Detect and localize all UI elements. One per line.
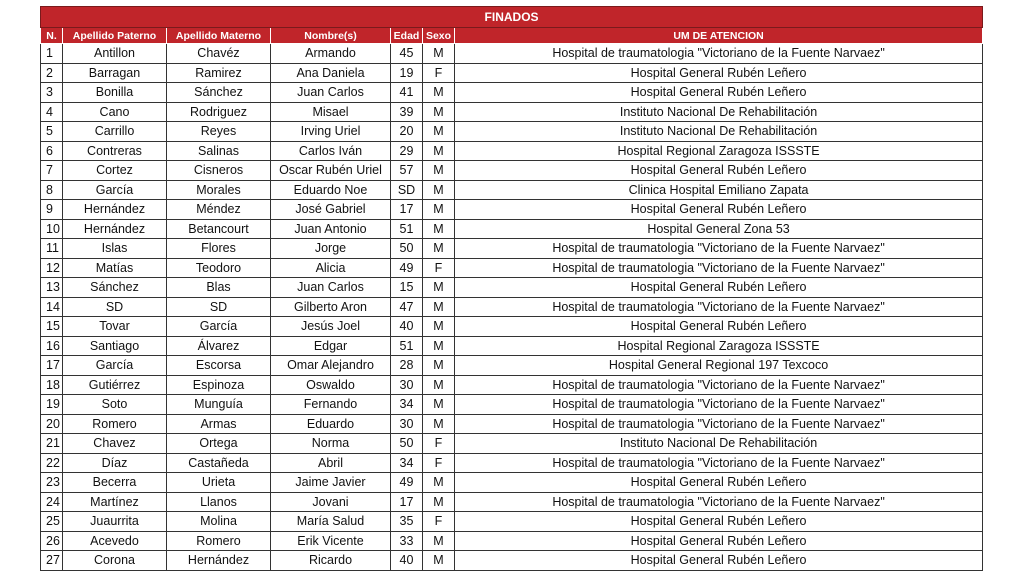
cell-nombres: Eduardo Noe xyxy=(271,180,391,200)
cell-number: 6 xyxy=(41,141,63,161)
cell-apellido-paterno: Tovar xyxy=(63,317,167,337)
cell-nombres: Abril xyxy=(271,453,391,473)
table-row xyxy=(41,44,983,64)
title-row xyxy=(41,7,983,28)
cell-sexo: M xyxy=(423,83,455,103)
col-header-nombres: Nombre(s) xyxy=(271,28,391,44)
cell-number: 2 xyxy=(41,63,63,83)
cell-um-atencion: Hospital de traumatologia "Victoriano de la Fuente Narvaez" xyxy=(455,375,983,395)
table-row xyxy=(41,63,983,83)
cell-apellido-materno: García xyxy=(167,317,271,337)
cell-apellido-materno: Reyes xyxy=(167,122,271,142)
cell-apellido-paterno: Bonilla xyxy=(63,83,167,103)
cell-nombres: Ana Daniela xyxy=(271,63,391,83)
table-row xyxy=(41,297,983,317)
cell-nombres: Eduardo xyxy=(271,414,391,434)
table-row xyxy=(41,375,983,395)
cell-number: 20 xyxy=(41,414,63,434)
cell-edad: 39 xyxy=(391,102,423,122)
cell-number: 26 xyxy=(41,531,63,551)
table-row xyxy=(41,531,983,551)
cell-um-atencion: Hospital de traumatologia "Victoriano de la Fuente Narvaez" xyxy=(455,297,983,317)
finados-sheet xyxy=(40,6,982,571)
cell-number: 17 xyxy=(41,356,63,376)
cell-number: 5 xyxy=(41,122,63,142)
cell-apellido-paterno: Cano xyxy=(63,102,167,122)
cell-um-atencion: Instituto Nacional De Rehabilitación xyxy=(455,102,983,122)
cell-sexo: F xyxy=(423,512,455,532)
cell-sexo: M xyxy=(423,297,455,317)
cell-um-atencion: Hospital General Rubén Leñero xyxy=(455,317,983,337)
cell-edad: 30 xyxy=(391,414,423,434)
cell-sexo: M xyxy=(423,356,455,376)
cell-apellido-materno: Urieta xyxy=(167,473,271,493)
col-header-number: N. xyxy=(41,28,63,44)
cell-number: 4 xyxy=(41,102,63,122)
cell-apellido-materno: Munguía xyxy=(167,395,271,415)
cell-number: 22 xyxy=(41,453,63,473)
cell-apellido-materno: Castañeda xyxy=(167,453,271,473)
cell-um-atencion: Clinica Hospital Emiliano Zapata xyxy=(455,180,983,200)
col-header-sexo: Sexo xyxy=(423,28,455,44)
cell-um-atencion: Hospital General Rubén Leñero xyxy=(455,200,983,220)
cell-sexo: M xyxy=(423,551,455,571)
cell-sexo: M xyxy=(423,141,455,161)
cell-edad: 57 xyxy=(391,161,423,181)
table-row xyxy=(41,317,983,337)
cell-sexo: M xyxy=(423,531,455,551)
cell-sexo: M xyxy=(423,278,455,298)
cell-apellido-paterno: Becerra xyxy=(63,473,167,493)
table-row xyxy=(41,336,983,356)
cell-apellido-paterno: Gutiérrez xyxy=(63,375,167,395)
cell-apellido-paterno: Santiago xyxy=(63,336,167,356)
table-row xyxy=(41,473,983,493)
cell-number: 12 xyxy=(41,258,63,278)
cell-nombres: Juan Antonio xyxy=(271,219,391,239)
cell-apellido-materno: Romero xyxy=(167,531,271,551)
cell-apellido-paterno: García xyxy=(63,356,167,376)
cell-number: 23 xyxy=(41,473,63,493)
cell-apellido-paterno: Hernández xyxy=(63,200,167,220)
cell-nombres: Jaime Javier xyxy=(271,473,391,493)
cell-nombres: María Salud xyxy=(271,512,391,532)
table-body xyxy=(41,44,983,571)
cell-nombres: Misael xyxy=(271,102,391,122)
cell-number: 14 xyxy=(41,297,63,317)
table-row xyxy=(41,161,983,181)
cell-number: 7 xyxy=(41,161,63,181)
cell-sexo: M xyxy=(423,336,455,356)
cell-apellido-materno: Sánchez xyxy=(167,83,271,103)
cell-number: 24 xyxy=(41,492,63,512)
cell-nombres: Alicia xyxy=(271,258,391,278)
cell-um-atencion: Hospital General Rubén Leñero xyxy=(455,83,983,103)
cell-apellido-paterno: Martínez xyxy=(63,492,167,512)
cell-apellido-paterno: Chavez xyxy=(63,434,167,454)
cell-um-atencion: Hospital de traumatologia "Victoriano de la Fuente Narvaez" xyxy=(455,239,983,259)
cell-number: 25 xyxy=(41,512,63,532)
cell-um-atencion: Hospital General Rubén Leñero xyxy=(455,512,983,532)
cell-number: 10 xyxy=(41,219,63,239)
cell-apellido-materno: Álvarez xyxy=(167,336,271,356)
col-header-apellido-materno: Apellido Materno xyxy=(167,28,271,44)
cell-edad: 33 xyxy=(391,531,423,551)
cell-um-atencion: Hospital General Rubén Leñero xyxy=(455,531,983,551)
cell-nombres: Oswaldo xyxy=(271,375,391,395)
cell-apellido-materno: Escorsa xyxy=(167,356,271,376)
cell-edad: 17 xyxy=(391,200,423,220)
cell-um-atencion: Hospital de traumatologia "Victoriano de la Fuente Narvaez" xyxy=(455,258,983,278)
cell-number: 11 xyxy=(41,239,63,259)
cell-nombres: Oscar Rubén Uriel xyxy=(271,161,391,181)
table-title: FINADOS xyxy=(41,7,983,28)
cell-sexo: M xyxy=(423,180,455,200)
cell-nombres: Omar Alejandro xyxy=(271,356,391,376)
table-row xyxy=(41,83,983,103)
cell-edad: 49 xyxy=(391,258,423,278)
cell-um-atencion: Hospital General Rubén Leñero xyxy=(455,473,983,493)
cell-nombres: José Gabriel xyxy=(271,200,391,220)
cell-sexo: M xyxy=(423,414,455,434)
cell-apellido-paterno: Corona xyxy=(63,551,167,571)
cell-edad: 40 xyxy=(391,551,423,571)
cell-edad: 45 xyxy=(391,44,423,64)
col-header-edad: Edad xyxy=(391,28,423,44)
cell-nombres: Ricardo xyxy=(271,551,391,571)
cell-number: 27 xyxy=(41,551,63,571)
cell-nombres: Juan Carlos xyxy=(271,83,391,103)
cell-um-atencion: Hospital General Rubén Leñero xyxy=(455,278,983,298)
cell-apellido-materno: Flores xyxy=(167,239,271,259)
cell-apellido-materno: Espinoza xyxy=(167,375,271,395)
cell-number: 18 xyxy=(41,375,63,395)
cell-sexo: M xyxy=(423,492,455,512)
cell-number: 19 xyxy=(41,395,63,415)
cell-apellido-materno: Méndez xyxy=(167,200,271,220)
table-row xyxy=(41,551,983,571)
cell-sexo: M xyxy=(423,102,455,122)
table-row xyxy=(41,141,983,161)
cell-apellido-paterno: Islas xyxy=(63,239,167,259)
cell-apellido-paterno: Romero xyxy=(63,414,167,434)
cell-sexo: M xyxy=(423,317,455,337)
cell-apellido-materno: Molina xyxy=(167,512,271,532)
cell-nombres: Jovani xyxy=(271,492,391,512)
cell-number: 9 xyxy=(41,200,63,220)
cell-sexo: M xyxy=(423,239,455,259)
cell-um-atencion: Hospital General Rubén Leñero xyxy=(455,63,983,83)
table-row xyxy=(41,453,983,473)
cell-edad: 30 xyxy=(391,375,423,395)
table-row xyxy=(41,122,983,142)
cell-apellido-paterno: SD xyxy=(63,297,167,317)
cell-apellido-materno: Armas xyxy=(167,414,271,434)
cell-edad: 40 xyxy=(391,317,423,337)
header-row xyxy=(41,28,983,44)
cell-apellido-materno: Blas xyxy=(167,278,271,298)
cell-edad: 34 xyxy=(391,395,423,415)
cell-apellido-paterno: Matías xyxy=(63,258,167,278)
cell-nombres: Irving Uriel xyxy=(271,122,391,142)
cell-edad: 20 xyxy=(391,122,423,142)
cell-apellido-materno: Rodriguez xyxy=(167,102,271,122)
cell-um-atencion: Hospital General Regional 197 Texcoco xyxy=(455,356,983,376)
cell-edad: 47 xyxy=(391,297,423,317)
cell-apellido-paterno: Barragan xyxy=(63,63,167,83)
table-row xyxy=(41,414,983,434)
cell-um-atencion: Hospital Regional Zaragoza ISSSTE xyxy=(455,336,983,356)
cell-um-atencion: Hospital General Zona 53 xyxy=(455,219,983,239)
cell-apellido-paterno: Díaz xyxy=(63,453,167,473)
cell-nombres: Jorge xyxy=(271,239,391,259)
cell-nombres: Gilberto Aron xyxy=(271,297,391,317)
cell-um-atencion: Hospital Regional Zaragoza ISSSTE xyxy=(455,141,983,161)
cell-nombres: Fernando xyxy=(271,395,391,415)
cell-edad: 41 xyxy=(391,83,423,103)
cell-edad: 50 xyxy=(391,434,423,454)
cell-apellido-materno: Chavéz xyxy=(167,44,271,64)
table-row xyxy=(41,219,983,239)
cell-apellido-paterno: Cortez xyxy=(63,161,167,181)
cell-edad: 15 xyxy=(391,278,423,298)
cell-apellido-materno: Salinas xyxy=(167,141,271,161)
cell-nombres: Juan Carlos xyxy=(271,278,391,298)
cell-sexo: M xyxy=(423,375,455,395)
cell-nombres: Armando xyxy=(271,44,391,64)
cell-apellido-materno: Teodoro xyxy=(167,258,271,278)
cell-um-atencion: Hospital de traumatologia "Victoriano de la Fuente Narvaez" xyxy=(455,492,983,512)
table-row xyxy=(41,434,983,454)
cell-sexo: F xyxy=(423,258,455,278)
cell-nombres: Erik Vicente xyxy=(271,531,391,551)
cell-apellido-materno: Morales xyxy=(167,180,271,200)
table-row xyxy=(41,102,983,122)
cell-sexo: F xyxy=(423,434,455,454)
cell-edad: 51 xyxy=(391,336,423,356)
cell-apellido-materno: Hernández xyxy=(167,551,271,571)
table-row xyxy=(41,492,983,512)
cell-apellido-paterno: Sánchez xyxy=(63,278,167,298)
table-row xyxy=(41,395,983,415)
cell-edad: 17 xyxy=(391,492,423,512)
cell-edad: 51 xyxy=(391,219,423,239)
col-header-apellido-paterno: Apellido Paterno xyxy=(63,28,167,44)
table-row xyxy=(41,200,983,220)
cell-um-atencion: Hospital de traumatologia "Victoriano de la Fuente Narvaez" xyxy=(455,414,983,434)
cell-nombres: Carlos Iván xyxy=(271,141,391,161)
cell-number: 3 xyxy=(41,83,63,103)
cell-apellido-materno: SD xyxy=(167,297,271,317)
table-row xyxy=(41,239,983,259)
cell-sexo: M xyxy=(423,122,455,142)
cell-nombres: Jesús Joel xyxy=(271,317,391,337)
cell-um-atencion: Hospital de traumatologia "Victoriano de la Fuente Narvaez" xyxy=(455,44,983,64)
table-row xyxy=(41,356,983,376)
cell-apellido-paterno: Juaurrita xyxy=(63,512,167,532)
cell-number: 1 xyxy=(41,44,63,64)
cell-number: 21 xyxy=(41,434,63,454)
cell-apellido-paterno: Hernández xyxy=(63,219,167,239)
cell-sexo: M xyxy=(423,44,455,64)
cell-edad: 35 xyxy=(391,512,423,532)
cell-number: 16 xyxy=(41,336,63,356)
table-row xyxy=(41,258,983,278)
cell-edad: 49 xyxy=(391,473,423,493)
cell-sexo: M xyxy=(423,473,455,493)
cell-um-atencion: Instituto Nacional De Rehabilitación xyxy=(455,122,983,142)
cell-sexo: F xyxy=(423,453,455,473)
cell-apellido-paterno: Soto xyxy=(63,395,167,415)
table-row xyxy=(41,180,983,200)
cell-sexo: M xyxy=(423,219,455,239)
cell-edad: 28 xyxy=(391,356,423,376)
cell-sexo: M xyxy=(423,200,455,220)
table-row xyxy=(41,278,983,298)
cell-number: 13 xyxy=(41,278,63,298)
cell-apellido-paterno: Contreras xyxy=(63,141,167,161)
cell-nombres: Edgar xyxy=(271,336,391,356)
cell-apellido-materno: Cisneros xyxy=(167,161,271,181)
cell-sexo: F xyxy=(423,63,455,83)
cell-um-atencion: Hospital de traumatologia "Victoriano de la Fuente Narvaez" xyxy=(455,395,983,415)
cell-um-atencion: Hospital General Rubén Leñero xyxy=(455,551,983,571)
cell-apellido-materno: Ortega xyxy=(167,434,271,454)
cell-sexo: M xyxy=(423,395,455,415)
cell-um-atencion: Hospital General Rubén Leñero xyxy=(455,161,983,181)
cell-sexo: M xyxy=(423,161,455,181)
cell-um-atencion: Hospital de traumatologia "Victoriano de la Fuente Narvaez" xyxy=(455,453,983,473)
cell-edad: 50 xyxy=(391,239,423,259)
cell-edad: 19 xyxy=(391,63,423,83)
cell-apellido-materno: Betancourt xyxy=(167,219,271,239)
cell-edad: 34 xyxy=(391,453,423,473)
cell-apellido-paterno: Acevedo xyxy=(63,531,167,551)
col-header-um-atencion: UM DE ATENCION xyxy=(455,28,983,44)
cell-apellido-materno: Ramirez xyxy=(167,63,271,83)
table-row xyxy=(41,512,983,532)
cell-apellido-materno: Llanos xyxy=(167,492,271,512)
cell-number: 15 xyxy=(41,317,63,337)
cell-edad: 29 xyxy=(391,141,423,161)
cell-apellido-paterno: Carrillo xyxy=(63,122,167,142)
finados-table xyxy=(40,6,983,571)
cell-apellido-paterno: García xyxy=(63,180,167,200)
cell-number: 8 xyxy=(41,180,63,200)
cell-nombres: Norma xyxy=(271,434,391,454)
cell-apellido-paterno: Antillon xyxy=(63,44,167,64)
cell-um-atencion: Instituto Nacional De Rehabilitación xyxy=(455,434,983,454)
cell-edad: SD xyxy=(391,180,423,200)
